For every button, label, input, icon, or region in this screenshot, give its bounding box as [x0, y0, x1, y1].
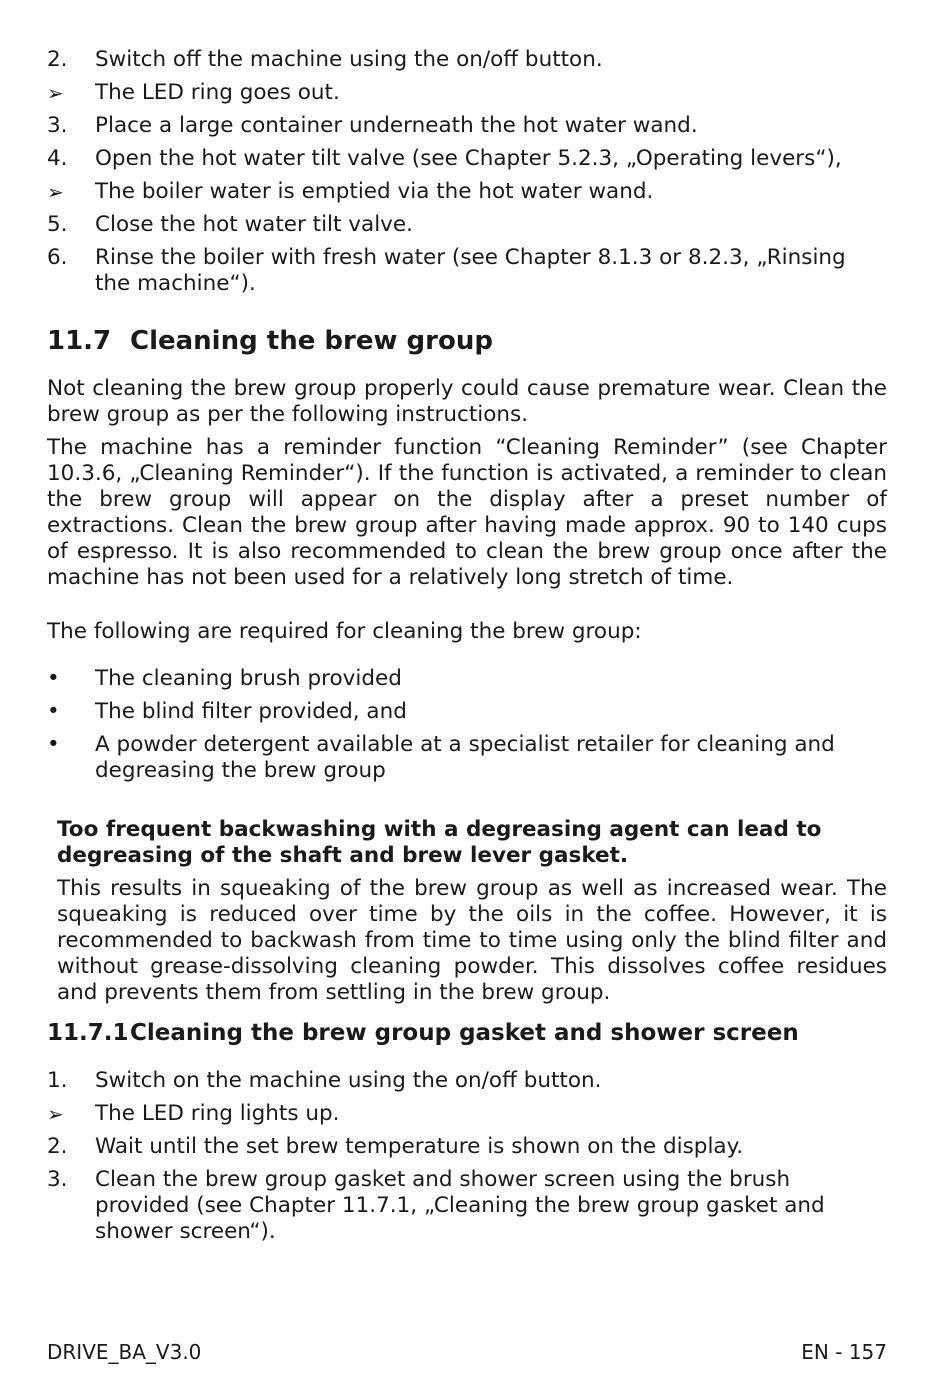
required-intro: The following are required for cleaning the brew group:	[47, 619, 642, 644]
bullet-icon: •	[47, 666, 60, 691]
arrow-icon: ➢	[47, 1102, 64, 1126]
step-text: Close the hot water tilt valve.	[95, 212, 413, 237]
step-text: Open the hot water tilt valve (see Chapter 5.2.3, „Operating levers“),	[95, 146, 842, 171]
step-text: Wait until the set brew temperature is shown on the display.	[95, 1134, 744, 1159]
step-result-text: The LED ring goes out.	[95, 80, 340, 105]
step-result-text: The boiler water is emptied via the hot water wand.	[95, 179, 654, 204]
arrow-icon: ➢	[47, 81, 64, 105]
bullet-text: A powder detergent available at a specialist retailer for cleaning and degreasing the brew group	[95, 732, 835, 783]
section-number: 11.7	[47, 326, 112, 356]
step-number: 3.	[47, 1167, 68, 1192]
step-number: 3.	[47, 113, 68, 138]
step-number: 2.	[47, 47, 68, 72]
note-text: This results in squeaking of the brew group as well as increased wear. The squeaking is reduced over time by the oils in the coffee. However, it is recommended to backwash from time to time using only the blind filter and without grease-dissolving cleaning powder. This dissolves coffee residues and prevents them from settling in the brew group.	[57, 876, 887, 1005]
bullet-text: The cleaning brush provided	[95, 666, 402, 691]
step-text: Switch off the machine using the on/off button.	[95, 47, 603, 72]
step-text: Switch on the machine using the on/off button.	[95, 1068, 602, 1093]
step-number: 5.	[47, 212, 68, 237]
step-text: Rinse the boiler with fresh water (see Chapter 8.1.3 or 8.2.3, „Rinsing the machine“).	[95, 245, 846, 296]
step-text: Clean the brew group gasket and shower screen using the brush provided (see Chapter 11.7.1, „Cleaning the brew group gasket and shower screen“).	[95, 1167, 825, 1244]
step-number: 2.	[47, 1134, 68, 1159]
reminder-paragraph: The machine has a reminder function “Cleaning Reminder” (see Chapter 10.3.6, „Cleaning Reminder“). If the function is activated, a reminder to clean the brew group will appear on the display after a preset number of extractions. Clean the brew group after having made approx. 90 to 140 cups of espresso. It is also recommended to clean the brew group once after the machine has not been used for a relatively long stretch of time.	[47, 435, 887, 590]
step-text: Place a large container underneath the hot water wand.	[95, 113, 698, 138]
step-number: 1.	[47, 1068, 68, 1093]
subsection-number: 11.7.1	[47, 1020, 129, 1046]
section-title: Cleaning the brew group	[130, 326, 493, 356]
subsection-title: Cleaning the brew group gasket and shower screen	[130, 1020, 799, 1046]
bullet-icon: •	[47, 732, 60, 757]
step-result-text: The LED ring lights up.	[95, 1101, 340, 1126]
footer-doc-id: DRIVE_BA_V3.0	[47, 1340, 202, 1364]
step-number: 6.	[47, 245, 68, 270]
intro-paragraph: Not cleaning the brew group properly could cause premature wear. Clean the brew group as per the following instructions.	[47, 376, 887, 427]
bullet-icon: •	[47, 699, 60, 724]
note-heading: Too frequent backwashing with a degreasing agent can lead to degreasing of the shaft and brew lever gasket.	[57, 817, 822, 868]
bullet-text: The blind filter provided, and	[95, 699, 407, 724]
arrow-icon: ➢	[47, 180, 64, 204]
step-number: 4.	[47, 146, 68, 171]
page-number: EN - 157	[801, 1340, 887, 1364]
